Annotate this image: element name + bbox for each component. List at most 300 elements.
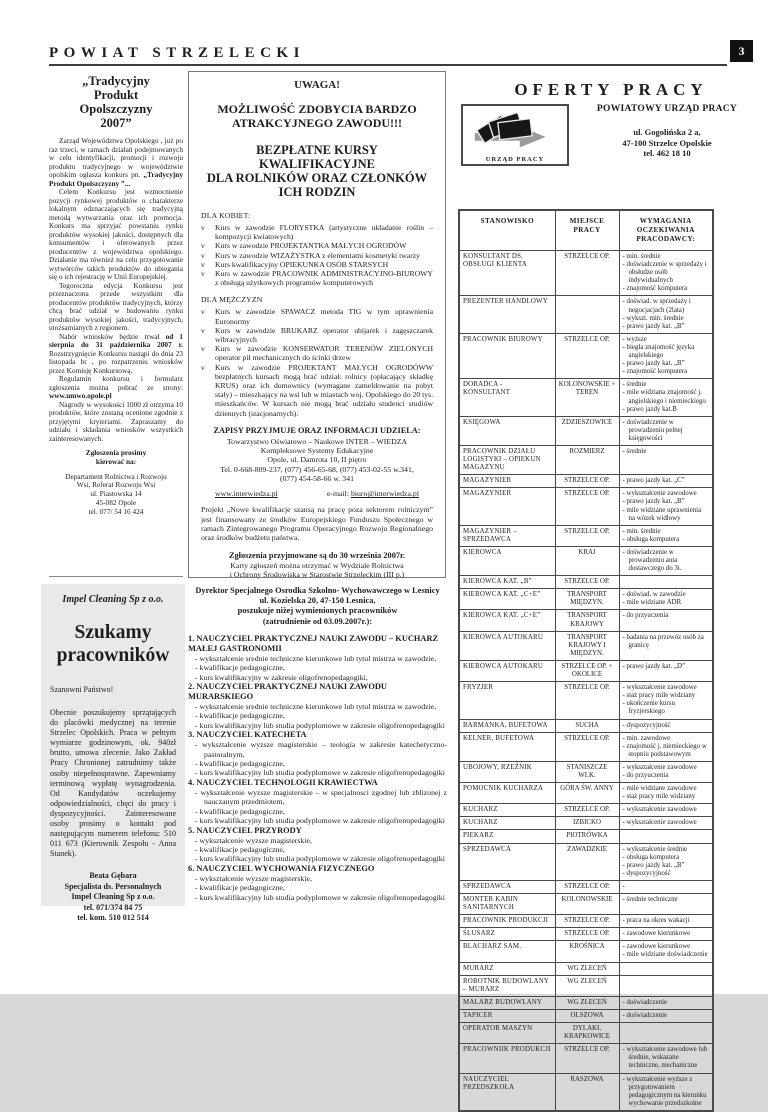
course-item bbox=[201, 344, 433, 362]
position-requirement: - kwalifikacje pedagogiczne, bbox=[195, 806, 285, 816]
requirements-cell bbox=[619, 915, 713, 928]
address-line: tel. 077/ 54 16 424 bbox=[88, 506, 144, 516]
table-row bbox=[459, 251, 713, 296]
position-cell: KIEROWCA KAT. „C+E” bbox=[459, 589, 555, 610]
position-cell: PRACOWNIK DZIAŁU LOGISTYKI – OPIEKUN MAGAZYNU bbox=[459, 445, 555, 474]
table-row bbox=[459, 589, 713, 610]
school-header-line: ul. Kozielska 20, 47-150 Lesnica, bbox=[259, 596, 376, 606]
requirement-line: - biegła znajomość języka angielskiego bbox=[622, 343, 695, 360]
table-row bbox=[459, 817, 713, 830]
signature-line: Beata Gębara bbox=[89, 871, 137, 881]
place-cell: STANISZCZE WLK. bbox=[555, 761, 619, 782]
place-cell: GÓRA ŚW. ANNY bbox=[555, 783, 619, 804]
place-cell: STRZELCE OP. bbox=[555, 732, 619, 761]
website-link[interactable]: www.interwiedza.pl bbox=[215, 489, 278, 499]
course-text: Kurs w zawodzie WIZAŻYSTKA z elementami kosmetyki twarzy bbox=[215, 250, 421, 260]
registration-heading: ZAPISY PRZYJMUJE ORAZ INFORMACJI UDZIELA: bbox=[213, 425, 421, 435]
position-requirement: - wykształcenie wyzsze magisterskie – teologia w zakresie katechetyczno-pastoralnym, bbox=[195, 740, 447, 759]
paper-shape bbox=[498, 119, 532, 140]
position-cell: OPERATOR MASZYN bbox=[459, 1023, 555, 1044]
column-header-line: MIEJSCE bbox=[569, 217, 605, 225]
table-row bbox=[459, 1073, 713, 1111]
course-item bbox=[201, 223, 433, 241]
position-cell: MONTER KABIN SANITARNYCH bbox=[459, 894, 555, 915]
requirement-line: - praca na okres wakacji bbox=[622, 917, 690, 925]
requirements-cell bbox=[619, 1009, 713, 1022]
position-cell: MALARZ BUDOWLANY bbox=[459, 996, 555, 1009]
requirements-cell bbox=[619, 783, 713, 804]
requirement-line: - prawo jazdy kat. „C” bbox=[622, 477, 685, 485]
place-cell: KROŚNICA bbox=[555, 941, 619, 962]
email-label: e-mail: bbox=[326, 489, 351, 499]
notice-heading-courses bbox=[201, 143, 433, 199]
check-bullet-icon: v bbox=[201, 325, 205, 335]
text-run: Tegoroczna edycja Konkursu jest przeznaczona przede wszystkim dla producentów produktów tradycyjnych, którzy chcą brać udział w budowaniu rynku produktów wysokiej jakości, tradycyjnych, utożsamianych z regionem. bbox=[49, 280, 183, 332]
requirement-line: - prawo jazdy kat. „B” bbox=[622, 360, 685, 368]
contest-submit-heading bbox=[49, 449, 183, 467]
requirement-line: - ukończenie kursu fryzjerskiego bbox=[622, 700, 675, 716]
position-cell: PREZENTER HANDLOWY bbox=[459, 296, 555, 333]
position-cell: TAPICER bbox=[459, 1009, 555, 1022]
table-row bbox=[459, 732, 713, 761]
course-item bbox=[201, 269, 433, 287]
position-title: 1. NAUCZYCIEL PRAKTYCZNEJ NAUKI ZAWODU – KUCHARZ MAŁEJ GASTRONOMII bbox=[188, 633, 439, 653]
place-cell: WG ZLECEŃ bbox=[555, 962, 619, 975]
logo-caption: URZĄD PRACY bbox=[485, 156, 545, 163]
text-run: Celem Konkursu jest wzmocnienie pozycji rynkowej produktów o charakterze lokalnym odznaczających się tradycyjną metodą wytwarzania oraz ich promocja. Konkurs ma sprzyjać powstaniu rynku produktów wysokiej jakości, dostępnych dla konsumentów i oferowanych przez producentów z województwa opolskiego. Działanie ma również na celu przygotowanie wytwórców takich produktów do ubiegania się o ich rejestrację w Unii Europejskiej. bbox=[49, 187, 183, 281]
table-row bbox=[459, 525, 713, 546]
signature-line: Impel Cleaning Sp z o.o. bbox=[71, 892, 155, 902]
requirement-line: - doświadczenie bbox=[622, 1011, 668, 1019]
address-line: 45-082 Opole bbox=[95, 497, 137, 507]
position-cell: SPRZEDAWCA bbox=[459, 880, 555, 893]
table-row bbox=[459, 915, 713, 928]
column-header-line: PRACY bbox=[573, 226, 601, 234]
table-row bbox=[459, 488, 713, 525]
heading-line: ICH RODZIN bbox=[278, 185, 356, 199]
position-requirement: - kurs kwalifikacyjny lub studia podyplomowe w zakresie oligofrenopedagogiki bbox=[195, 816, 445, 826]
requirements-cell bbox=[619, 962, 713, 975]
requirement-line: - wykształcenie zawodowe lub średnie, wskazane techniczne, mechaniczne bbox=[622, 1046, 708, 1070]
impel-ad bbox=[41, 584, 185, 923]
position-cell: KUCHARZ bbox=[459, 817, 555, 830]
position-cell: KIEROWCA bbox=[459, 546, 555, 575]
job-offers-title: OFERTY PRACY bbox=[514, 80, 708, 99]
requirement-line: - znajomość j. niemieckiego w stopniu podstawowym bbox=[622, 742, 707, 758]
requirement-line: - bbox=[622, 882, 625, 890]
requirements-cell bbox=[619, 546, 713, 575]
requirement-line: - mile widziane uprawnienia na wózek widłowy bbox=[622, 506, 702, 522]
requirement-line: - staż pracy mile widziany bbox=[622, 793, 696, 801]
requirement-line: - dyspozycyjność bbox=[622, 721, 671, 729]
submit-heading-line: Zgłoszenia prosimy bbox=[85, 448, 147, 457]
course-item bbox=[201, 363, 433, 418]
position-cell: PIEKARZ bbox=[459, 830, 555, 843]
table-row bbox=[459, 379, 713, 416]
requirements-cell bbox=[619, 830, 713, 843]
table-row bbox=[459, 1009, 713, 1022]
requirements-cell bbox=[619, 416, 713, 445]
place-cell: TRANSPORT KRAJOWY bbox=[555, 610, 619, 631]
school-header-line: Dyrektor Specjalnego Osrodka Szkolno- Wychowawczego w Lesnicy bbox=[195, 586, 440, 595]
check-bullet-icon: v bbox=[201, 269, 205, 279]
table-row bbox=[459, 941, 713, 962]
requirements-cell bbox=[619, 576, 713, 589]
position-cell: DORADCA - KONSULTANT bbox=[459, 379, 555, 416]
requirement-line: - dyspozycyjność bbox=[622, 869, 671, 877]
requirement-line: - doświadczenie w prowadzeniu auta dostawczego do 3t. bbox=[622, 548, 682, 573]
requirement-line: - doświadczenie w prowadzeniu pełnej księgowości bbox=[622, 418, 683, 442]
text-run: Nagrody w wysokości 1000 zł otrzyma 10 produktów, które zostaną ocenione zgodnie z przyjętymi kryteriami. Zapraszamy do udziału i składania wniosków wszystkich zainteresowanych. bbox=[49, 399, 183, 443]
requirement-line: - prawo jazdy kat. „D” bbox=[622, 662, 686, 670]
bold-text-run: www.umwo.opole.pl bbox=[49, 391, 112, 400]
table-row bbox=[459, 880, 713, 893]
requirements-cell bbox=[619, 682, 713, 719]
place-cell: PIOTRÓWKA bbox=[555, 830, 619, 843]
place-cell: STRZELCE OP. bbox=[555, 915, 619, 928]
requirements-cell bbox=[619, 1073, 713, 1111]
requirement-line: - min. średnie bbox=[622, 253, 661, 260]
impel-body-text: Obecnie poszukujemy sprzątających do placówki medycznej na terenie Strzelec Opolskich. Praca w pełnym wymiarze godzinowym, ok. 940zł brutto, umowa zlecenie. Jako Zakład Pracy Chronionej zatrudnimy także osoby niepełnosprawne. Zapewniamy terminową wypłatę wynagrodzenia. Od Kandydatów oczekujemy odpowiedzialności, chęci do pracy i dyspozycyjności. Zainteresowane osoby prosimy o kontakt pod następującym numerem telefonu: 510 011 673 (Kierownik Zespołu - Anna Stanek). bbox=[50, 708, 176, 859]
school-header-line: poszukuje niżej wymienionych pracowników bbox=[237, 606, 398, 616]
position-requirement: - kwalifikacje pedagogiczne, bbox=[195, 711, 285, 721]
position-cell: MAGAZYNIER – SPRZEDAWCA bbox=[459, 525, 555, 546]
requirements-cell bbox=[619, 333, 713, 378]
position-requirement: - kwalifikacje pedagogiczne, bbox=[195, 883, 285, 893]
position-cell: KIEROWCA KAT. „C+E” bbox=[459, 610, 555, 631]
requirement-line: - doświadczenie w sprzedaży i obsłudze osób indywidualnych bbox=[622, 261, 707, 285]
column-header-line: WYMAGANIA bbox=[639, 217, 692, 225]
table-row bbox=[459, 296, 713, 333]
place-cell: STRZELCE OP. bbox=[555, 682, 619, 719]
requirements-cell bbox=[619, 631, 713, 660]
impel-headline: Szukamy pracowników bbox=[56, 622, 170, 666]
requirement-line: - średnie bbox=[622, 381, 647, 389]
place-cell: STRZELCE OP. bbox=[555, 804, 619, 817]
position-cell: KELNER, BUFETOWA bbox=[459, 732, 555, 761]
men-courses-heading: DLA MĘŻCZYZN bbox=[201, 295, 263, 305]
table-row bbox=[459, 576, 713, 589]
position-cell: MAGAZYNIER bbox=[459, 488, 555, 525]
table-row bbox=[459, 682, 713, 719]
table-row bbox=[459, 1044, 713, 1073]
body-paragraph bbox=[49, 333, 183, 376]
requirements-cell bbox=[619, 894, 713, 915]
text-run: Rozstrzygnięcie Konkursu nastąpi do dnia 23 listopada br , po rozpatrzeniu wniosków przez Komisję Konkursową. bbox=[49, 348, 183, 375]
requirements-cell bbox=[619, 732, 713, 761]
column-header-line: OCZEKIWANIA bbox=[636, 226, 695, 234]
text-run: Nabór wniosków będzie trwał bbox=[59, 331, 166, 341]
school-jobs-header bbox=[188, 586, 447, 627]
position-cell: KIEROWCA AUTOKARU bbox=[459, 631, 555, 660]
requirement-line: - do przyuczenia bbox=[622, 771, 669, 779]
position-cell: KIEROWCA KAT. „B” bbox=[459, 576, 555, 589]
requirement-line: - doświad. w zawodzie bbox=[622, 591, 686, 599]
courses-notice-box bbox=[188, 71, 446, 578]
requirements-cell bbox=[619, 475, 713, 488]
bold-text-run: od 1 sierpnia do 31 października 2007 r. bbox=[49, 331, 183, 349]
contact-links-row bbox=[201, 489, 433, 498]
text-run: Regulamin konkursu i formularz zgłoszenia można pobrać ze strony: bbox=[49, 374, 183, 392]
requirements-cell bbox=[619, 1023, 713, 1044]
requirement-line: - wykształcenie zawodowe bbox=[622, 806, 697, 814]
contest-title bbox=[49, 74, 183, 130]
body-paragraph bbox=[49, 375, 183, 401]
place-cell: RASZOWA bbox=[555, 1073, 619, 1111]
requirements-cell bbox=[619, 817, 713, 830]
position-cell: BARMANKA, BUFETOWA bbox=[459, 719, 555, 732]
position-requirement: - wykształcenie srednie techniczne kierunkowe lub tytul mistrza w zawodzie, bbox=[195, 702, 437, 712]
requirement-line: - wykszt. min. średnie bbox=[622, 314, 684, 322]
requirement-line: - wykształcenie średnie bbox=[622, 845, 688, 853]
registration-info bbox=[201, 437, 433, 483]
position-cell: ŚLUSARZ bbox=[459, 928, 555, 941]
requirements-cell bbox=[619, 1044, 713, 1073]
place-cell: ZAWADZKIE bbox=[555, 843, 619, 880]
table-row bbox=[459, 975, 713, 996]
table-row bbox=[459, 445, 713, 474]
check-bullet-icon: v bbox=[201, 307, 205, 317]
notice-heading-possibility bbox=[201, 103, 433, 130]
requirement-line: - do przyuczenia bbox=[622, 612, 669, 620]
requirements-cell bbox=[619, 589, 713, 610]
position-cell: SPRZEDAWCA bbox=[459, 843, 555, 880]
place-cell: DYLAKI, KRAPKOWICE bbox=[555, 1023, 619, 1044]
position-requirement: - kurs kwalifikacyjny w zakresie oligofrenopedagogiki, bbox=[195, 672, 368, 682]
table-row bbox=[459, 416, 713, 445]
table-row bbox=[459, 783, 713, 804]
contest-title-line: 2007” bbox=[100, 116, 132, 130]
position-cell: KSIĘGOWA bbox=[459, 416, 555, 445]
position-requirement: - wykształcenie wyzsze magisterskie, bbox=[195, 873, 312, 883]
body-paragraph bbox=[49, 137, 183, 188]
requirements-cell bbox=[619, 488, 713, 525]
requirement-line: - wykształcenie zawodowe bbox=[622, 684, 697, 692]
place-cell: SUCHA bbox=[555, 719, 619, 732]
place-cell: ROZMIERZ bbox=[555, 445, 619, 474]
position-cell: MURARZ bbox=[459, 962, 555, 975]
table-header-row bbox=[459, 210, 713, 251]
table-row bbox=[459, 894, 713, 915]
place-cell: STRZELCE OP. bbox=[555, 333, 619, 378]
table-row bbox=[459, 761, 713, 782]
place-cell: TRANSPORT MIĘDZYN. bbox=[555, 589, 619, 610]
papers-arrow-icon bbox=[467, 112, 563, 156]
email-wrap bbox=[327, 489, 419, 498]
requirement-line: - mile widziane zawodowe bbox=[622, 785, 697, 793]
position-requirement: - kwalifikacje pedagogiczne, bbox=[195, 663, 285, 673]
column-header-line: STANOWISKO bbox=[480, 217, 534, 225]
heading-line: ATRAKCYJNEGO ZAWODU!!! bbox=[231, 115, 403, 130]
job-offers-table bbox=[458, 209, 714, 1112]
table-row bbox=[459, 830, 713, 843]
requirement-line: - min. zawodowe bbox=[622, 734, 671, 742]
position-cell: UBOJOWY, RZEŹNIK bbox=[459, 761, 555, 782]
school-positions-list bbox=[188, 634, 447, 902]
requirements-cell bbox=[619, 251, 713, 296]
place-cell: WG ZLECEŃ bbox=[555, 996, 619, 1009]
position-requirement: - wykształcenie wyzsze magisterskie, bbox=[195, 835, 312, 845]
check-bullet-icon: v bbox=[201, 344, 205, 354]
signature-line: tel. 071/374 84 75 bbox=[83, 902, 143, 912]
requirement-line: - prawo jazdy kat. „B” bbox=[622, 322, 685, 330]
course-item bbox=[201, 241, 433, 250]
table-row bbox=[459, 928, 713, 941]
deadline-line: i Ochrony Środowiska w Starostwie Strzeleckim (III p.) bbox=[229, 569, 405, 579]
requirement-line: - średnie bbox=[622, 447, 647, 455]
requirement-line: - znajomość komputera bbox=[622, 285, 688, 293]
place-cell: KOLONOWSKIE bbox=[555, 894, 619, 915]
requirements-cell bbox=[619, 941, 713, 962]
place-cell: STRZELCE OP. bbox=[555, 880, 619, 893]
registration-line: Opole, ul. Damrota 10, II piętro bbox=[267, 455, 367, 465]
requirement-line: - staż pracy mile widziany bbox=[622, 692, 696, 700]
employment-office-address bbox=[572, 127, 762, 159]
position-cell: POMOCNIK KUCHARZA bbox=[459, 783, 555, 804]
table-row bbox=[459, 660, 713, 681]
place-cell: STRZELCE OP. + OKOLICE bbox=[555, 660, 619, 681]
requirement-line: - obsługa komputera bbox=[622, 535, 680, 543]
registration-line: Tel. 0-668-809-237, (077) 456-65-68, (077) 453-02-55 w.341, bbox=[220, 464, 414, 474]
signature-line: Specjalista ds. Personalnych bbox=[64, 881, 162, 891]
place-cell: STRZELCE OP. bbox=[555, 525, 619, 546]
position-requirement: - kurs kwalifikacyjny lub studia podyplomowe w zakresie oligofrenopedagogiki bbox=[195, 720, 445, 730]
project-funding-note: Projekt „Nowe kwalifikacje szansą na pracę poza sektorem rolniczym” jest finansowany ze środków Europejskiego Funduszu Społecznego w ramach Zintegrowanego Programu Operacyjnego Rozwoju Regionalnego oraz środków budżetu państwa. bbox=[201, 505, 433, 543]
bold-text-run: „Tradycyjny Produkt Opolszczyzny ”... bbox=[49, 170, 183, 188]
requirement-line: - mile widziane doświadczenie bbox=[622, 951, 708, 959]
course-text: Kurs w zawodzie PRACOWNIK ADMINISTRACYJNO-BIUROWY z obsługą użytkowych programów komputerowych bbox=[215, 269, 433, 288]
check-bullet-icon: v bbox=[201, 223, 205, 232]
school-jobs-section bbox=[188, 586, 447, 988]
body-paragraph bbox=[49, 282, 183, 333]
requirements-cell bbox=[619, 880, 713, 893]
place-cell: WG ZLECEŃ bbox=[555, 975, 619, 996]
address-line: Wsi, Referat Rozwoju Wsi bbox=[76, 480, 156, 490]
position-requirement: - kurs kwalifikacyjny lub studia podyplomowe w zakresie oligofrenopedagogiki bbox=[195, 892, 445, 902]
requirements-cell bbox=[619, 296, 713, 333]
email-link[interactable]: biuro@interwiedza.pl bbox=[350, 489, 419, 499]
position-requirement: - wykształcenie srednie techniczne kierunkowe lub tytul mistrza w zawodzie, bbox=[195, 653, 437, 663]
left-column-divider bbox=[49, 576, 183, 577]
place-cell: STRZELCE OP. bbox=[555, 475, 619, 488]
position-cell: MAGAZYNIER bbox=[459, 475, 555, 488]
course-item bbox=[201, 260, 433, 269]
place-cell: STRZELCE OP. bbox=[555, 488, 619, 525]
contest-article bbox=[49, 74, 183, 575]
course-text: Kurs w zawodzie KONSERWATOR TERENÓW ZIELONYCH operator pił mechanicznych do ścinki drzew bbox=[215, 344, 433, 363]
place-cell: STRZELCE OP. bbox=[555, 928, 619, 941]
column-header bbox=[619, 210, 713, 251]
requirements-cell bbox=[619, 660, 713, 681]
contest-title-line: Opolszczyzny bbox=[79, 102, 153, 116]
table-row bbox=[459, 475, 713, 488]
position-cell: KIEROWCA AUTOKARU bbox=[459, 660, 555, 681]
position-cell: PRACOWNIK BIUROWY bbox=[459, 333, 555, 378]
heading-line: MOŻLIWOŚĆ ZDOBYCIA BARDZO bbox=[217, 102, 417, 116]
requirements-cell bbox=[619, 975, 713, 996]
place-cell bbox=[555, 296, 619, 333]
contest-submit-address bbox=[49, 473, 183, 517]
requirement-line: - prawo jazdy kat.B bbox=[622, 405, 677, 413]
impel-company-name: Impel Cleaning Sp z o.o. bbox=[62, 594, 164, 605]
deadline-details bbox=[201, 561, 433, 580]
requirements-cell bbox=[619, 928, 713, 941]
table-row bbox=[459, 719, 713, 732]
place-cell: STRZELCE OP. bbox=[555, 251, 619, 296]
requirements-cell bbox=[619, 996, 713, 1009]
submit-heading-line: kierować na: bbox=[95, 456, 137, 466]
women-courses-heading: DLA KOBIET: bbox=[201, 211, 251, 220]
place-cell: ZDZIESZOWICE bbox=[555, 416, 619, 445]
women-courses-list bbox=[201, 223, 433, 287]
course-item bbox=[201, 326, 433, 344]
table-row bbox=[459, 333, 713, 378]
impel-signature bbox=[50, 871, 176, 923]
position-cell: KONSULTANT DS. OBSŁUGI KLIENTA bbox=[459, 251, 555, 296]
place-cell: TRANSPORT KRAJOWY I MIĘDZYN. bbox=[555, 631, 619, 660]
requirement-line: - wykształcenie zawodowe bbox=[622, 819, 697, 827]
column-header bbox=[459, 210, 555, 251]
deadline-heading: Zgłoszenia przyjmowane są do 30 września 2007r. bbox=[229, 550, 405, 560]
requirement-line: - wykształcenie wyższe z przygotowaniem pedagogicznym na kierunku wychowanie przedszkolne bbox=[622, 1075, 707, 1107]
requirement-line: - mile widziana znajomość j. angielskiego i niemieckiego bbox=[622, 389, 706, 405]
course-text: Kurs w zawodzie PROJEKTANT MAŁYCH OGRODÓWW bezpłatnych kursach mogą brać udział: rolnicy (opłacający składkę KRUS) oraz ich domownicy (wymagane zameldowanie na pobyt stały) – mieszkający na wsi lub w miastach woj. Opolskiego do 20 tys. mieszkańców. W kursach nie mogą brać udziału studenci studiów dziennych (stacjonarnych). bbox=[215, 362, 433, 418]
requirement-line: - doświad. w sprzedaży i negocjacjach (2lata) bbox=[622, 298, 691, 314]
address-line: ul. Gogolińska 2 a, bbox=[633, 127, 701, 137]
position-title: 6. NAUCZYCIEL WYCHOWANIA FIZYCZNEGO bbox=[188, 863, 375, 873]
impel-salutation: Szanowni Państwo! bbox=[50, 685, 114, 694]
requirement-line: - prawo jazdy kat. „B” bbox=[622, 498, 685, 506]
position-cell: NAUCZYCIEL PRZEDSZKOLA bbox=[459, 1073, 555, 1111]
position-requirement: - wykształcenie wyzsze magisterskie – w specjalnosci zgodnej lub zblizonej z nauczanym przedmiotem, bbox=[195, 787, 447, 807]
requirements-cell bbox=[619, 761, 713, 782]
requirement-line: - wykształcenie zawodowe bbox=[622, 490, 697, 498]
requirements-cell bbox=[619, 525, 713, 546]
position-cell: FRYZJER bbox=[459, 682, 555, 719]
registration-line: Kompleksowe Systemy Edukacyjne bbox=[260, 446, 374, 456]
position-cell: PRACOWNIIK PRODUKCJI bbox=[459, 1044, 555, 1073]
requirement-line: - doświadczenie bbox=[622, 998, 668, 1006]
registration-line: Towarzystwo Oświatowo – Naukowe INTER – WIEDZA bbox=[226, 436, 408, 446]
position-cell: PRACOWNIK PRODUKCJI bbox=[459, 915, 555, 928]
page-number-badge: 3 bbox=[730, 40, 753, 62]
position-requirement: - kwalifikacje pedagogiczne, bbox=[195, 844, 285, 854]
requirement-line: - średnie techniczne bbox=[622, 896, 678, 903]
table-row bbox=[459, 804, 713, 817]
masthead-divider bbox=[49, 64, 727, 66]
course-item bbox=[201, 251, 433, 260]
place-cell: STRZELCE OP. bbox=[555, 576, 619, 589]
course-text: Kurs kwalifikacyjny OPIEKUNKA OSÓB STARSYCH bbox=[215, 259, 389, 269]
urzad-pracy-logo bbox=[461, 104, 569, 166]
position-requirement: - kurs kwalifikacyjny lub studia podyplomowe w zakresie oligofrenopedagogiki bbox=[195, 854, 445, 864]
requirements-cell bbox=[619, 843, 713, 880]
address-line: Departament Rolnictwa i Rozwoju bbox=[65, 471, 167, 481]
requirement-line: - prawo jazdy kat. „B” bbox=[622, 861, 685, 869]
requirement-line: - min. średnie bbox=[622, 527, 661, 535]
requirement-line: - zawodowe kierunkowe bbox=[622, 943, 691, 951]
requirement-line: - badania na przewóz osób za granicę bbox=[622, 633, 704, 649]
course-text: Kurs w zawodzie BRUKARZ operator ubijarek i zagęszczarek wibracyjnych bbox=[215, 325, 433, 345]
heading-line: DLA ROLNIKÓW ORAZ CZŁONKÓW bbox=[206, 171, 428, 185]
table-row bbox=[459, 996, 713, 1009]
address-line: tel. 462 18 10 bbox=[643, 148, 691, 158]
position-title: 4. NAUCZYCIEL TECHNOLOGII KRAWIECTWA bbox=[188, 777, 378, 787]
requirement-line: - znajomość komputera bbox=[622, 368, 688, 376]
signature-line: tel. kom. 510 012 514 bbox=[77, 913, 149, 923]
place-cell: STRZELCE OP. bbox=[555, 1044, 619, 1073]
place-cell: OLSZOWA bbox=[555, 1009, 619, 1022]
